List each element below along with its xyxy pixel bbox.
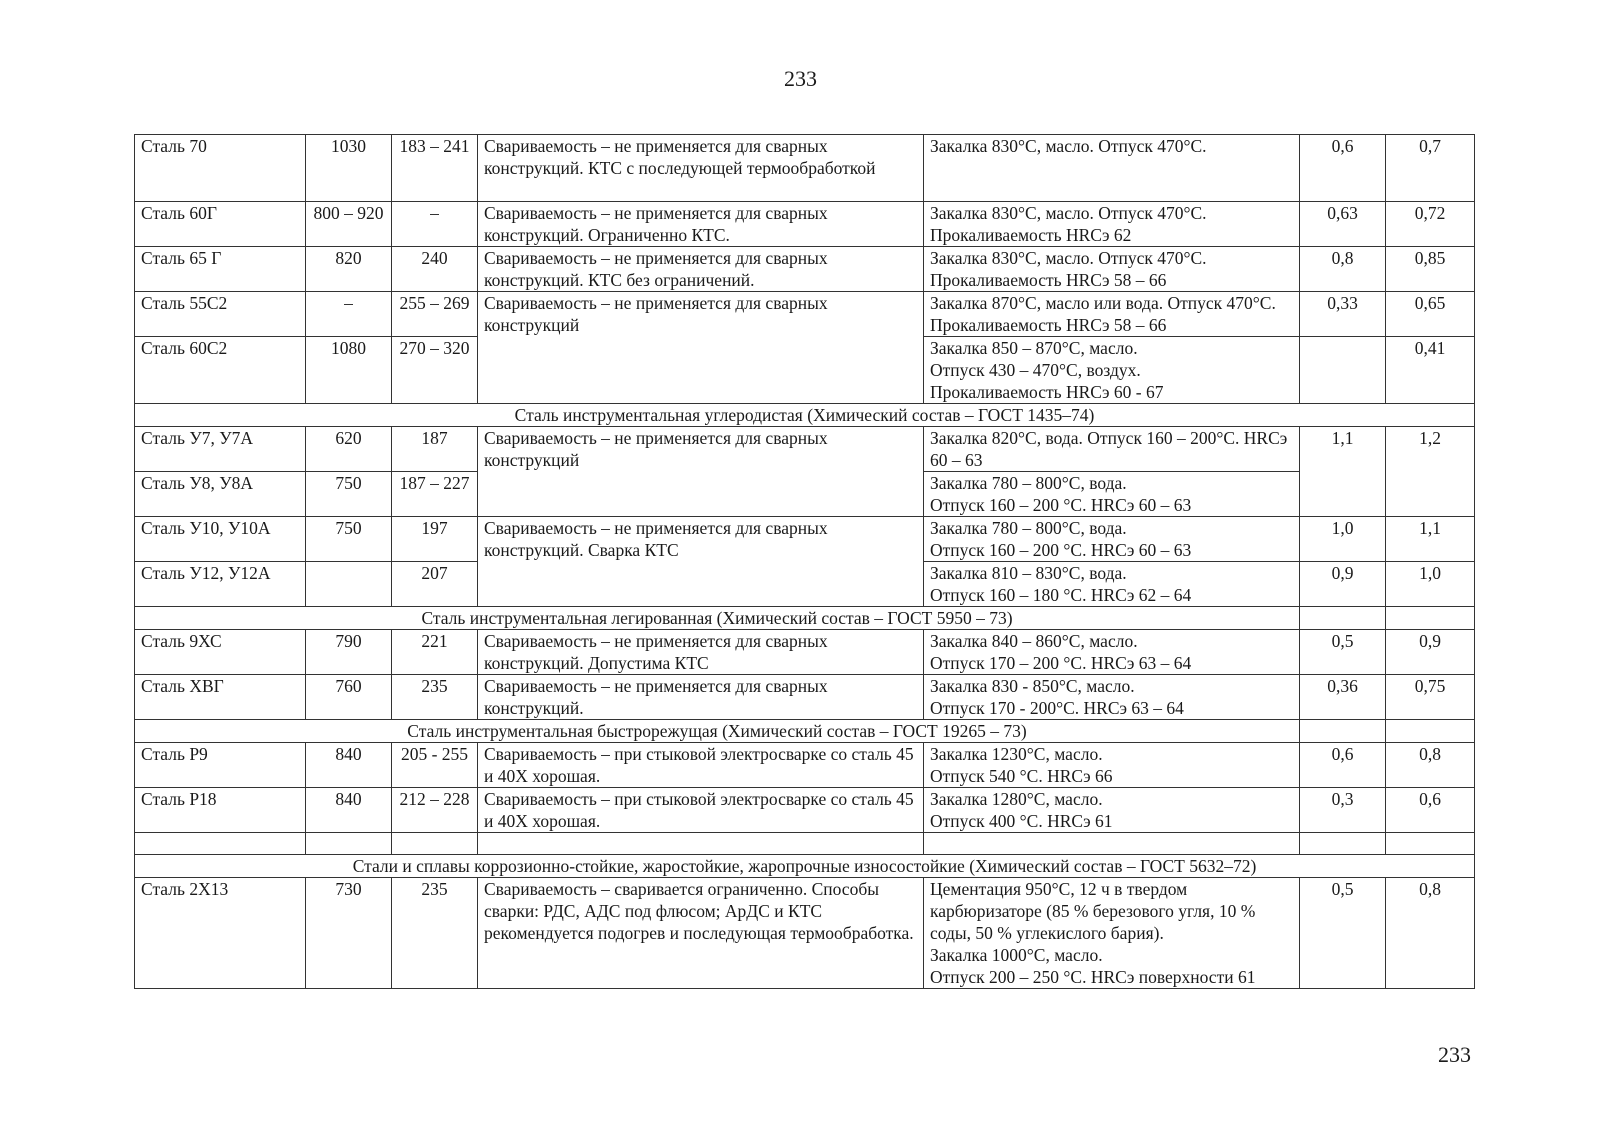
heat-treatment-text: [924, 630, 1300, 675]
coef-b: 0,65: [1386, 292, 1475, 337]
section-row: [135, 404, 1475, 427]
weldability-text: Свариваемость – не применяется для сварных конструкций. Сварка КТС: [478, 517, 924, 607]
hardness-value: 205 - 255: [392, 743, 478, 788]
empty-cell: [135, 833, 306, 855]
weldability-text: Свариваемость – не применяется для сварных конструкций: [478, 427, 924, 517]
steel-grade: Сталь 2Х13: [135, 878, 306, 989]
empty-cell: [392, 833, 478, 855]
empty-cell: [1300, 607, 1386, 630]
steel-grade: Сталь У7, У7А: [135, 427, 306, 472]
hardness-value: 235: [392, 675, 478, 720]
heat-treatment-text: Закалка 830°С, масло. Отпуск 470°С.: [924, 135, 1300, 202]
steel-properties-table: [134, 134, 1475, 989]
treatment-line: Закалка 1280°С, масло.: [930, 789, 1103, 809]
coef-a: 1,1: [1300, 427, 1386, 517]
treatment-line: Отпуск 430 – 470°С, воздух.: [930, 360, 1141, 380]
weldability-text: Свариваемость – при стыковой электросварке со сталь 45 и 40Х хорошая.: [478, 743, 924, 788]
section-row: [135, 855, 1475, 878]
coef-a: 0,5: [1300, 630, 1386, 675]
section-row: [135, 607, 1475, 630]
coef-a: 0,36: [1300, 675, 1386, 720]
heat-treatment-text: [924, 675, 1300, 720]
steel-grade: Сталь Р9: [135, 743, 306, 788]
hardness-value: 187 – 227: [392, 472, 478, 517]
strength-value: 840: [306, 743, 392, 788]
coef-a: [1300, 337, 1386, 404]
coef-b: 0,9: [1386, 630, 1475, 675]
coef-b: 0,8: [1386, 743, 1475, 788]
strength-value: [306, 562, 392, 607]
steel-grade: Сталь У8, У8А: [135, 472, 306, 517]
hardness-value: 197: [392, 517, 478, 562]
section-row: [135, 720, 1475, 743]
weldability-text: Свариваемость – при стыковой электросварке со сталь 45 и 40Х хорошая.: [478, 788, 924, 833]
treatment-line: Закалка 830 - 850°С, масло.: [930, 676, 1135, 696]
empty-cell: [478, 833, 924, 855]
table-row: [135, 247, 1475, 292]
treatment-line: Отпуск 160 – 200 °С. HRCэ 60 – 63: [930, 495, 1192, 515]
strength-value: 730: [306, 878, 392, 989]
weldability-text: Свариваемость – не применяется для сварных конструкций. Ограниченно КТС.: [478, 202, 924, 247]
section-heading: Сталь инструментальная углеродистая (Химический состав – ГОСТ 1435–74): [135, 404, 1475, 427]
empty-cell: [1386, 833, 1475, 855]
treatment-line: Отпуск 200 – 250 °С. HRCэ поверхности 61: [930, 967, 1256, 987]
coef-b: 0,85: [1386, 247, 1475, 292]
coef-a: 0,9: [1300, 562, 1386, 607]
empty-cell: [924, 833, 1300, 855]
empty-cell: [1300, 833, 1386, 855]
steel-grade: Сталь У10, У10А: [135, 517, 306, 562]
treatment-line: Прокаливаемость HRCэ 60 - 67: [930, 382, 1164, 402]
hardness-value: 221: [392, 630, 478, 675]
hardness-value: 240: [392, 247, 478, 292]
table-row: [135, 675, 1475, 720]
treatment-line: Отпуск 170 - 200°С. HRCэ 63 – 64: [930, 698, 1184, 718]
treatment-line: Закалка 1000°С, масло.: [930, 945, 1103, 965]
weldability-text: Свариваемость – не применяется для сварных конструкций. КТС без ограничений.: [478, 247, 924, 292]
treatment-line: Закалка 810 – 830°С, вода.: [930, 563, 1127, 583]
coef-a: 0,63: [1300, 202, 1386, 247]
empty-cell: [1386, 720, 1475, 743]
heat-treatment-text: [924, 743, 1300, 788]
coef-b: 1,2: [1386, 427, 1475, 517]
empty-cell: [1386, 607, 1475, 630]
weldability-text: Свариваемость – не применяется для сварных конструкций. Допустима КТС: [478, 630, 924, 675]
heat-treatment-text: Закалка 820°С, вода. Отпуск 160 – 200°С. HRCэ 60 – 63: [924, 427, 1300, 472]
heat-treatment-text: Закалка 870°С, масло или вода. Отпуск 470°С. Прокаливаемость HRCэ 58 – 66: [924, 292, 1300, 337]
strength-value: 1080: [306, 337, 392, 404]
treatment-line: Цементация 950°С, 12 ч в твердом карбюризаторе (85 % березового угля, 10 % соды, 50 % углекислого бария).: [930, 879, 1256, 943]
steel-grade: Сталь 70: [135, 135, 306, 202]
weldability-text: Свариваемость – не применяется для сварных конструкций. КТС с последующей термообработкой: [478, 135, 924, 202]
strength-value: 760: [306, 675, 392, 720]
page-number-top: 233: [784, 66, 817, 91]
heat-treatment-text: [924, 788, 1300, 833]
treatment-line: Закалка 840 – 860°С, масло.: [930, 631, 1138, 651]
treatment-line: Закалка 780 – 800°С, вода.: [930, 473, 1127, 493]
empty-cell: [1300, 720, 1386, 743]
treatment-line: Отпуск 160 – 200 °С. HRCэ 60 – 63: [930, 540, 1192, 560]
table-row: [135, 135, 1475, 202]
steel-grade: Сталь 60Г: [135, 202, 306, 247]
table-row: [135, 292, 1475, 337]
table-row: [135, 878, 1475, 989]
table-row: [135, 202, 1475, 247]
table-row: [135, 517, 1475, 562]
hardness-value: 207: [392, 562, 478, 607]
empty-cell: [306, 833, 392, 855]
section-heading: Стали и сплавы коррозионно-стойкие, жаростойкие, жаропрочные износостойкие (Химический состав – ГОСТ 5632–72): [135, 855, 1475, 878]
steel-grade: Сталь 60С2: [135, 337, 306, 404]
strength-value: 820: [306, 247, 392, 292]
steel-grade: Сталь ХВГ: [135, 675, 306, 720]
hardness-value: 270 – 320: [392, 337, 478, 404]
treatment-line: Отпуск 400 °С. HRCэ 61: [930, 811, 1113, 831]
strength-value: 1030: [306, 135, 392, 202]
coef-b: 0,7: [1386, 135, 1475, 202]
hardness-value: 235: [392, 878, 478, 989]
coef-b: 0,8: [1386, 878, 1475, 989]
coef-a: 1,0: [1300, 517, 1386, 562]
treatment-line: Отпуск 160 – 180 °С. HRCэ 62 – 64: [930, 585, 1192, 605]
strength-value: 840: [306, 788, 392, 833]
heat-treatment-text: Закалка 830°С, масло. Отпуск 470°С. Прокаливаемость HRCэ 58 – 66: [924, 247, 1300, 292]
table-row: [135, 630, 1475, 675]
heat-treatment-text: [924, 337, 1300, 404]
strength-value: –: [306, 292, 392, 337]
section-heading: Сталь инструментальная быстрорежущая (Химический состав – ГОСТ 19265 – 73): [135, 720, 1300, 743]
steel-grade: Сталь 65 Г: [135, 247, 306, 292]
heat-treatment-text: [924, 517, 1300, 562]
strength-value: 750: [306, 472, 392, 517]
page-number-bottom: 233: [1438, 1042, 1471, 1067]
heat-treatment-text: [924, 562, 1300, 607]
strength-value: 790: [306, 630, 392, 675]
hardness-value: 255 – 269: [392, 292, 478, 337]
coef-b: 0,41: [1386, 337, 1475, 404]
strength-value: 620: [306, 427, 392, 472]
coef-a: 0,6: [1300, 135, 1386, 202]
coef-b: 1,1: [1386, 517, 1475, 562]
hardness-value: –: [392, 202, 478, 247]
coef-a: 0,3: [1300, 788, 1386, 833]
weldability-text: Свариваемость – сваривается ограниченно. Способы сварки: РДС, АДС под флюсом; АрДС и КТС рекомендуется подогрев и последующая термообработка.: [478, 878, 924, 989]
steel-grade: Сталь Р18: [135, 788, 306, 833]
strength-value: 750: [306, 517, 392, 562]
steel-grade: Сталь 9ХС: [135, 630, 306, 675]
coef-a: 0,5: [1300, 878, 1386, 989]
heat-treatment-text: [924, 472, 1300, 517]
coef-b: 0,75: [1386, 675, 1475, 720]
steel-grade: Сталь У12, У12А: [135, 562, 306, 607]
hardness-value: 187: [392, 427, 478, 472]
coef-a: 0,33: [1300, 292, 1386, 337]
hardness-value: 183 – 241: [392, 135, 478, 202]
coef-a: 0,6: [1300, 743, 1386, 788]
heat-treatment-text: Закалка 830°С, масло. Отпуск 470°С. Прокаливаемость HRCэ 62: [924, 202, 1300, 247]
weldability-text: Свариваемость – не применяется для сварных конструкций: [478, 292, 924, 404]
steel-grade: Сталь 55С2: [135, 292, 306, 337]
treatment-line: Отпуск 540 °С. HRCэ 66: [930, 766, 1113, 786]
section-heading: Сталь инструментальная легированная (Химический состав – ГОСТ 5950 – 73): [135, 607, 1300, 630]
weldability-text: Свариваемость – не применяется для сварных конструкций.: [478, 675, 924, 720]
table-row: [135, 743, 1475, 788]
table-row: [135, 788, 1475, 833]
empty-row: [135, 833, 1475, 855]
treatment-line: Закалка 850 – 870°С, масло.: [930, 338, 1138, 358]
coef-b: 0,6: [1386, 788, 1475, 833]
treatment-line: Отпуск 170 – 200 °С. HRCэ 63 – 64: [930, 653, 1192, 673]
table-row: [135, 427, 1475, 472]
coef-b: 0,72: [1386, 202, 1475, 247]
coef-a: 0,8: [1300, 247, 1386, 292]
strength-value: 800 – 920: [306, 202, 392, 247]
hardness-value: 212 – 228: [392, 788, 478, 833]
treatment-line: Закалка 780 – 800°С, вода.: [930, 518, 1127, 538]
heat-treatment-text: [924, 878, 1300, 989]
coef-b: 1,0: [1386, 562, 1475, 607]
treatment-line: Закалка 1230°С, масло.: [930, 744, 1103, 764]
